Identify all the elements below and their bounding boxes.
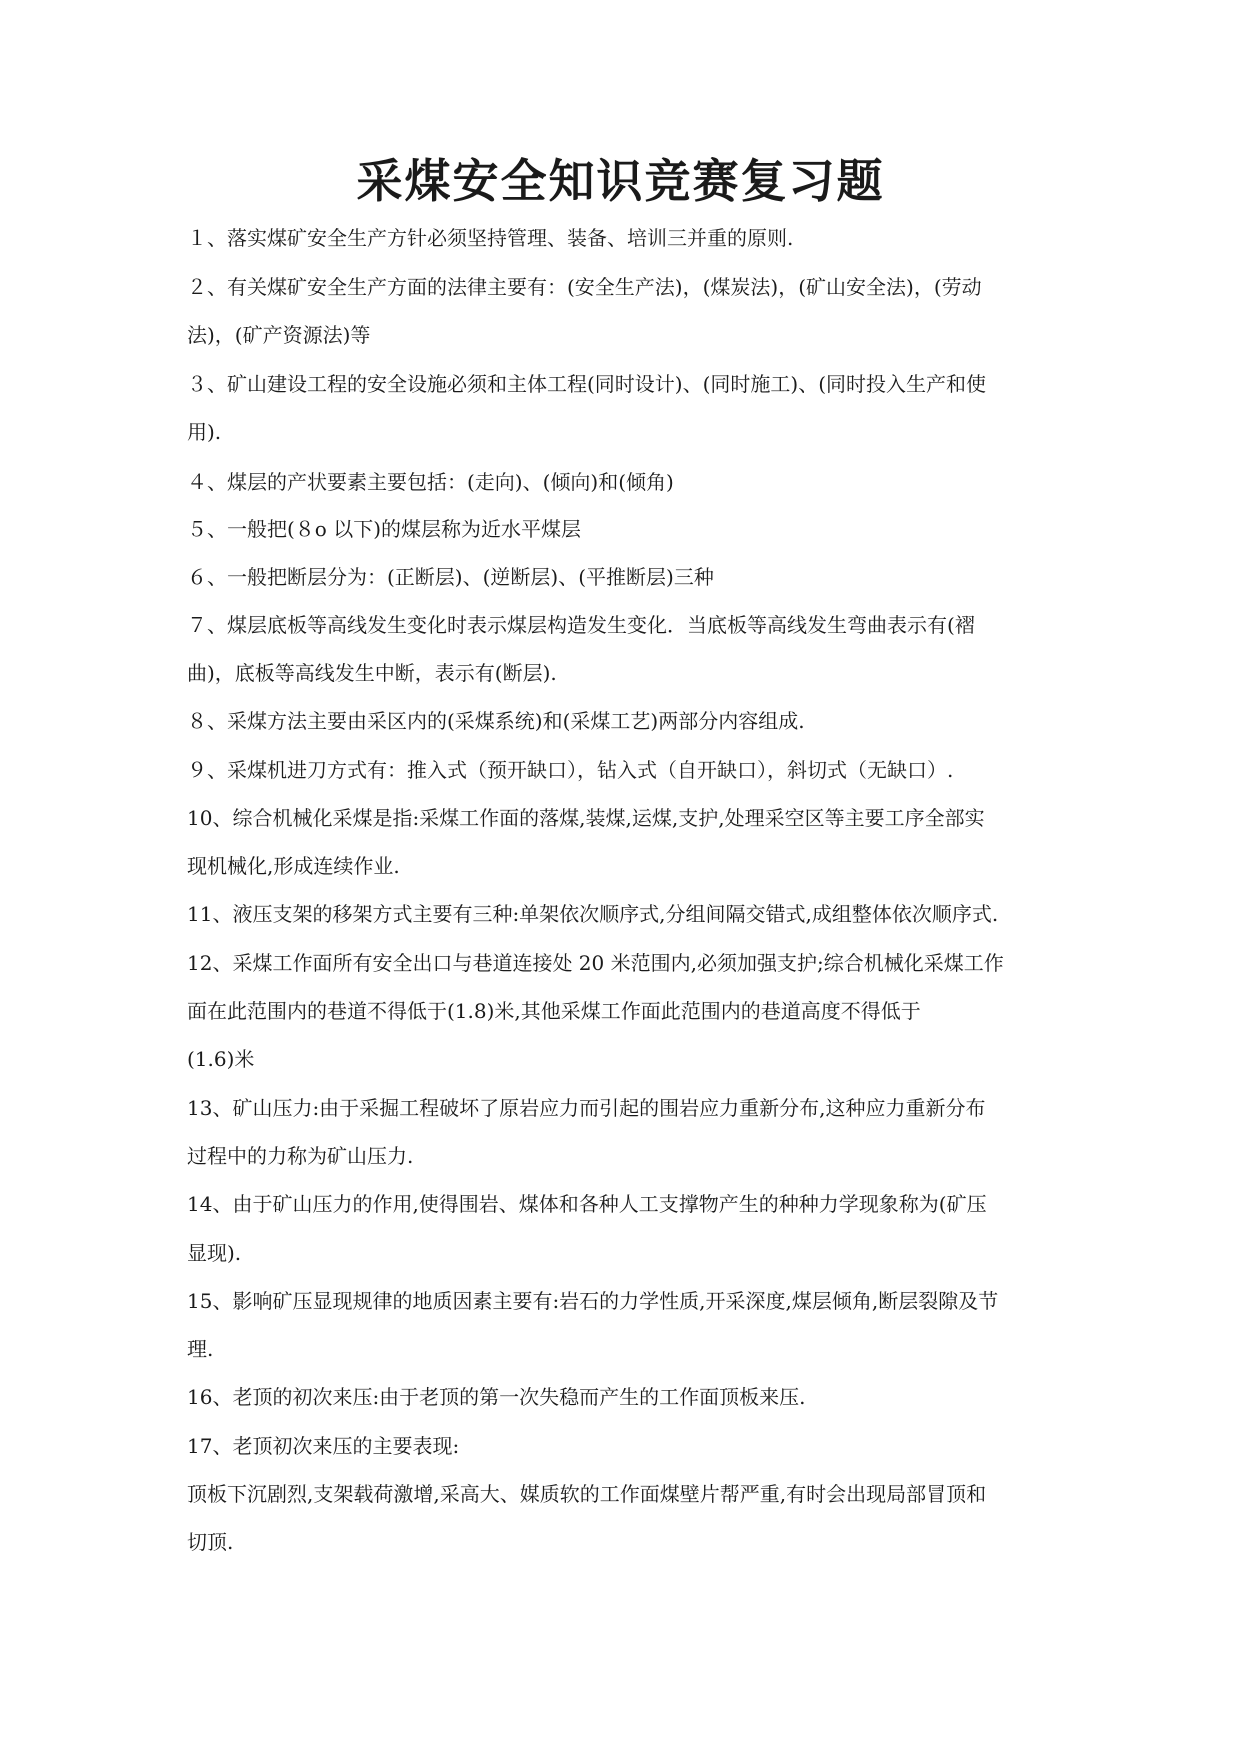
text-line: １、落实煤矿安全生产方针必须坚持管理、装备、培训三并重的原则. — [187, 226, 794, 250]
text-line: ４、煤层的产状要素主要包括：(走向)、(倾向)和(倾角) — [187, 470, 674, 494]
text-line: 显现). — [187, 1241, 242, 1265]
text-line: ８、采煤方法主要由采区内的(采煤系统)和(采煤工艺)两部分内容组成. — [187, 709, 805, 733]
text-line: 17、老顶初次来压的主要表现: — [187, 1434, 460, 1458]
text-line: 13、矿山压力:由于采掘工程破坏了原岩应力而引起的围岩应力重新分布,这种应力重新分布 — [187, 1096, 986, 1120]
text-line: 10、综合机械化采煤是指:采煤工作面的落煤,装煤,运煤,支护,处理采空区等主要工序全部实 — [187, 806, 985, 830]
text-line: 面在此范围内的巷道不得低于(1.8)米,其他采煤工作面此范围内的巷道高度不得低于 — [187, 999, 921, 1023]
text-line: 14、由于矿山压力的作用,使得围岩、煤体和各种人工支撑物产生的种种力学现象称为(矿压 — [187, 1192, 987, 1216]
text-line: ３、矿山建设工程的安全设施必须和主体工程(同时设计)、(同时施工)、(同时投入生产和使 — [187, 372, 987, 396]
text-line: ２、有关煤矿安全生产方面的法律主要有：(安全生产法)，(煤炭法)，(矿山安全法)，(劳动 — [187, 275, 982, 299]
text-line: 切顶. — [187, 1530, 234, 1554]
text-line: 曲)，底板等高线发生中断，表示有(断层). — [187, 661, 557, 685]
text-line: ９、采煤机进刀方式有：推入式（预开缺口），钻入式（自开缺口），斜切式（无缺口）. — [187, 758, 954, 782]
text-line: ７、煤层底板等高线发生变化时表示煤层构造发生变化．当底板等高线发生弯曲表示有(褶 — [187, 613, 975, 637]
document-title: 采煤安全知识竞赛复习题 — [356, 154, 885, 208]
text-line: ５、一般把(８o 以下)的煤层称为近水平煤层 — [187, 517, 582, 541]
text-line: 用). — [187, 420, 222, 444]
text-line: 16、老顶的初次来压:由于老顶的第一次失稳而产生的工作面顶板来压. — [187, 1385, 806, 1409]
text-line: (1.6)米 — [187, 1047, 255, 1071]
text-line: 理. — [187, 1337, 214, 1361]
text-line: 12、采煤工作面所有安全出口与巷道连接处 20 米范围内,必须加强支护;综合机械化采煤工作 — [187, 951, 1004, 975]
text-line: 15、影响矿压显现规律的地质因素主要有:岩石的力学性质,开采深度,煤层倾角,断层裂隙及节 — [187, 1289, 999, 1313]
text-line: ６、一般把断层分为：(正断层)、(逆断层)、(平推断层)三种 — [187, 565, 714, 589]
text-line: 法)，(矿产资源法)等 — [187, 323, 371, 347]
text-line: 现机械化,形成连续作业. — [187, 854, 400, 878]
text-line: 11、液压支架的移架方式主要有三种:单架依次顺序式,分组间隔交错式,成组整体依次顺序式. — [187, 902, 999, 926]
text-line: 过程中的力称为矿山压力. — [187, 1144, 414, 1168]
text-line: 顶板下沉剧烈,支架载荷激增,采高大、媒质软的工作面煤壁片帮严重,有时会出现局部冒顶和 — [187, 1482, 987, 1506]
